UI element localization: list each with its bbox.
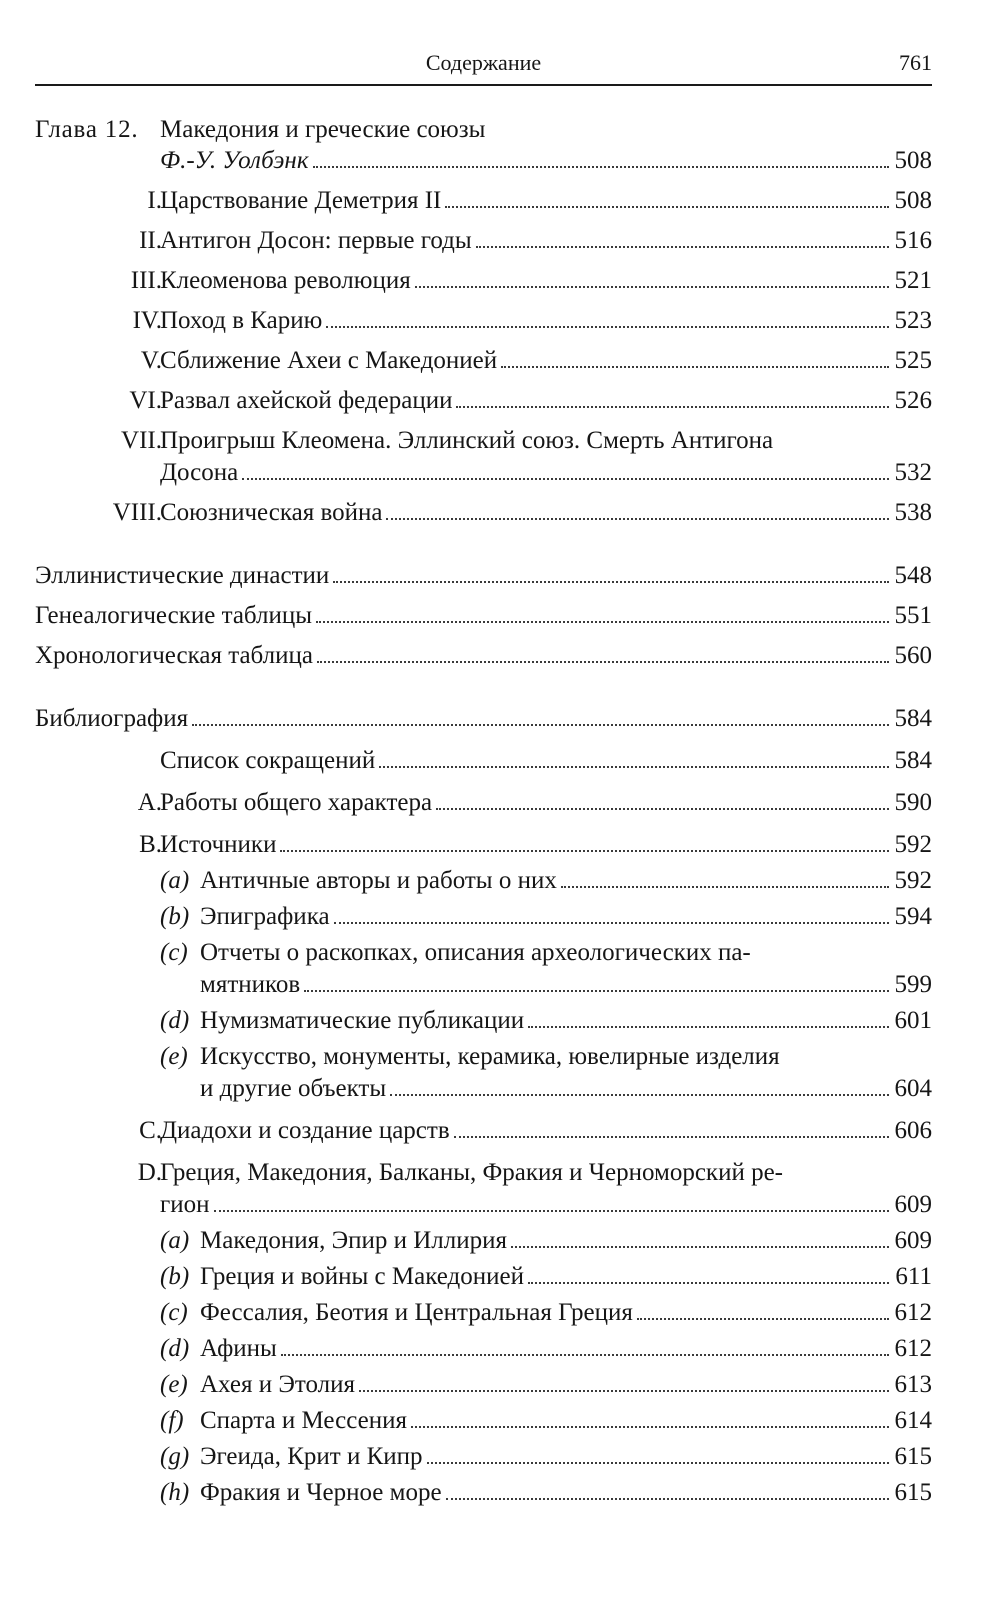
- leader-dots: [501, 344, 888, 368]
- toc-text: Царствование Деметрия II: [160, 187, 442, 214]
- toc-entry[interactable]: [35, 1476, 932, 1510]
- leader-dots: [386, 496, 888, 520]
- toc-page: 609: [894, 1227, 932, 1254]
- chapter-author: Ф.-У. Уолбэнк: [160, 147, 309, 174]
- toc-entry[interactable]: [35, 1296, 932, 1330]
- toc-page: 516: [894, 227, 932, 254]
- leader-dots: [214, 1188, 889, 1212]
- toc-entry[interactable]: [35, 1368, 932, 1402]
- leader-dots: [390, 1072, 888, 1096]
- toc-page: 521: [894, 267, 932, 294]
- section-number: VII.: [121, 427, 162, 454]
- toc-text: Развал ахейской федерации: [160, 387, 453, 414]
- toc-page: 612: [894, 1299, 932, 1326]
- toc-entry[interactable]: [35, 864, 932, 898]
- toc-text: Библиография: [35, 705, 189, 732]
- leader-dots: [242, 456, 888, 480]
- toc-entry-continuation[interactable]: [35, 456, 932, 490]
- subsection-letter: (d): [160, 1335, 190, 1362]
- toc-entry[interactable]: [35, 1260, 932, 1294]
- toc-text: Греция, Македония, Балканы, Фракия и Черноморский ре-: [160, 1159, 783, 1186]
- toc-entry-continuation[interactable]: [35, 968, 932, 1002]
- toc-entry[interactable]: [35, 599, 932, 633]
- leader-dots: [476, 224, 889, 248]
- toc-page: 604: [894, 1075, 932, 1102]
- section-number: IV.: [132, 307, 162, 334]
- leader-dots: [445, 184, 888, 208]
- toc-text: Клеоменова революция: [160, 267, 411, 294]
- chapter-title: Македония и греческие союзы: [160, 116, 486, 143]
- toc-entry[interactable]: [35, 1224, 932, 1258]
- subsection-letter: (c): [160, 939, 188, 966]
- toc-text: Фракия и Черное море: [200, 1479, 442, 1506]
- toc-entry[interactable]: [35, 1156, 932, 1190]
- toc-page: 615: [894, 1443, 932, 1470]
- section-number: D.: [137, 1159, 162, 1186]
- toc-page: 592: [894, 831, 932, 858]
- toc-text: и другие объекты: [200, 1075, 387, 1102]
- subsection-letter: (d): [160, 1007, 190, 1034]
- toc-text: Эгеида, Крит и Кипр: [200, 1443, 423, 1470]
- section-number: V.: [140, 347, 162, 374]
- toc-page: 508: [894, 187, 932, 214]
- subsection-letter: (h): [160, 1479, 190, 1506]
- section-number: VIII.: [112, 499, 162, 526]
- toc-text: мятников: [200, 971, 301, 998]
- toc-text: Генеалогические таблицы: [35, 602, 313, 629]
- leader-dots: [427, 1440, 889, 1464]
- leader-dots: [456, 384, 888, 408]
- page-number: 761: [899, 50, 932, 75]
- leader-dots: [454, 1114, 889, 1138]
- toc-entry[interactable]: [35, 424, 932, 458]
- toc-page: 592: [894, 867, 932, 894]
- toc-entry[interactable]: [35, 639, 932, 673]
- toc-text: Список сокращений: [160, 747, 376, 774]
- leader-dots: [317, 639, 889, 663]
- toc-text: Досона: [160, 459, 239, 486]
- toc-page: 606: [894, 1117, 932, 1144]
- toc-text: Хронологическая таблица: [35, 642, 313, 669]
- leader-dots: [436, 786, 888, 810]
- toc-text: Нумизматические публикации: [200, 1007, 525, 1034]
- toc-page: 538: [894, 499, 932, 526]
- toc-text: Эпиграфика: [200, 903, 330, 930]
- toc-page: 615: [894, 1479, 932, 1506]
- leader-dots: [411, 1404, 889, 1428]
- toc-entry[interactable]: [35, 936, 932, 970]
- toc-text: Афины: [200, 1335, 277, 1362]
- toc-entry[interactable]: [35, 900, 932, 934]
- subsection-letter: (b): [160, 1263, 190, 1290]
- section-number: III.: [130, 267, 162, 294]
- toc-text: Антигон Досон: первые годы: [160, 227, 472, 254]
- section-number: C.: [139, 1117, 162, 1144]
- toc-entry[interactable]: [35, 828, 932, 862]
- toc-page: 525: [894, 347, 932, 374]
- toc-page: 551: [894, 602, 932, 629]
- leader-dots: [334, 900, 889, 924]
- running-title: Содержание: [425, 50, 542, 75]
- section-number: II.: [139, 227, 162, 254]
- subsection-letter: (e): [160, 1043, 188, 1070]
- toc-page: 584: [894, 747, 932, 774]
- leader-dots: [637, 1296, 889, 1320]
- subsection-letter: (e): [160, 1371, 188, 1398]
- toc-text: гион: [160, 1191, 210, 1218]
- toc-entry[interactable]: [35, 559, 932, 593]
- toc-text: Фессалия, Беотия и Центральная Греция: [200, 1299, 633, 1326]
- leader-dots: [304, 968, 888, 992]
- toc-page: 613: [894, 1371, 932, 1398]
- toc-entry[interactable]: [35, 304, 932, 338]
- chapter-label: Глава 12.: [35, 116, 139, 143]
- toc-page: 508: [894, 147, 932, 174]
- toc-entry[interactable]: [35, 184, 932, 218]
- toc-entry[interactable]: [35, 702, 932, 736]
- leader-dots: [313, 144, 889, 168]
- toc-page: 523: [894, 307, 932, 334]
- subsection-letter: (a): [160, 867, 190, 894]
- leader-dots: [280, 828, 888, 852]
- toc-text: Источники: [160, 831, 277, 858]
- toc-entry[interactable]: [35, 1114, 932, 1148]
- toc-page: 599: [894, 971, 932, 998]
- toc-entry[interactable]: [35, 496, 932, 530]
- leader-dots: [528, 1260, 889, 1284]
- page-header: [35, 44, 932, 86]
- toc-entry[interactable]: [35, 384, 932, 418]
- toc-entry[interactable]: [35, 264, 932, 298]
- leader-dots: [511, 1224, 889, 1248]
- leader-dots: [359, 1368, 888, 1392]
- toc-text: Работы общего характера: [160, 789, 433, 816]
- toc-page: 594: [894, 903, 932, 930]
- toc-page: 560: [894, 642, 932, 669]
- toc-entry[interactable]: [35, 1040, 932, 1074]
- leader-dots: [528, 1004, 888, 1028]
- toc-text: Эллинистические династии: [35, 562, 330, 589]
- leader-dots: [326, 304, 888, 328]
- toc-entry[interactable]: [35, 786, 932, 820]
- toc-page: 609: [894, 1191, 932, 1218]
- toc-text: Проигрыш Клеомена. Эллинский союз. Смерть Антигона: [160, 427, 774, 454]
- leader-dots: [316, 599, 888, 623]
- subsection-letter: (g): [160, 1443, 190, 1470]
- toc-text: Античные авторы и работы о них: [200, 867, 557, 894]
- subsection-letter: (a): [160, 1227, 190, 1254]
- toc-page: 548: [894, 562, 932, 589]
- toc-page: 614: [894, 1407, 932, 1434]
- subsection-letter: (f): [160, 1407, 184, 1434]
- toc-entry[interactable]: [35, 744, 932, 778]
- toc-page: 590: [894, 789, 932, 816]
- toc-text: Отчеты о раскопках, описания археологических па-: [200, 939, 751, 966]
- section-number: A.: [137, 789, 162, 816]
- toc-text: Диадохи и создание царств: [160, 1117, 450, 1144]
- toc-entry-continuation[interactable]: [35, 1188, 932, 1222]
- toc-page: 526: [894, 387, 932, 414]
- toc-text: Союзническая война: [160, 499, 383, 526]
- toc-page: 611: [895, 1263, 932, 1290]
- toc-page: 532: [894, 459, 932, 486]
- toc-page: 601: [894, 1007, 932, 1034]
- toc-text: Спарта и Мессения: [200, 1407, 407, 1434]
- toc-entry[interactable]: [35, 1440, 932, 1474]
- leader-dots: [192, 702, 888, 726]
- leader-dots: [446, 1476, 889, 1500]
- section-number: B.: [139, 831, 162, 858]
- toc-entry-continuation[interactable]: [35, 1072, 932, 1106]
- section-number: I.: [147, 187, 162, 214]
- toc-text: Сближение Ахеи с Македонией: [160, 347, 498, 374]
- subsection-letter: (c): [160, 1299, 188, 1326]
- toc-page: 612: [894, 1335, 932, 1362]
- toc-text: Ахея и Этолия: [200, 1371, 356, 1398]
- chapter-heading: [35, 113, 932, 147]
- toc-entry[interactable]: [35, 144, 932, 178]
- leader-dots: [415, 264, 889, 288]
- toc-text: Поход в Карию: [160, 307, 323, 334]
- toc-text: Греция и войны с Македонией: [200, 1263, 524, 1290]
- toc-entry[interactable]: [35, 344, 932, 378]
- subsection-letter: (b): [160, 903, 190, 930]
- toc-entry[interactable]: [35, 1404, 932, 1438]
- leader-dots: [281, 1332, 889, 1356]
- section-number: VI.: [129, 387, 162, 414]
- toc-entry[interactable]: [35, 1332, 932, 1366]
- toc-entry[interactable]: [35, 1004, 932, 1038]
- leader-dots: [379, 744, 888, 768]
- leader-dots: [561, 864, 889, 888]
- toc-text: Искусство, монументы, керамика, ювелирные изделия: [200, 1043, 780, 1070]
- toc-page: 584: [894, 705, 932, 732]
- toc-entry[interactable]: [35, 224, 932, 258]
- leader-dots: [333, 559, 888, 583]
- toc-text: Македония, Эпир и Иллирия: [200, 1227, 507, 1254]
